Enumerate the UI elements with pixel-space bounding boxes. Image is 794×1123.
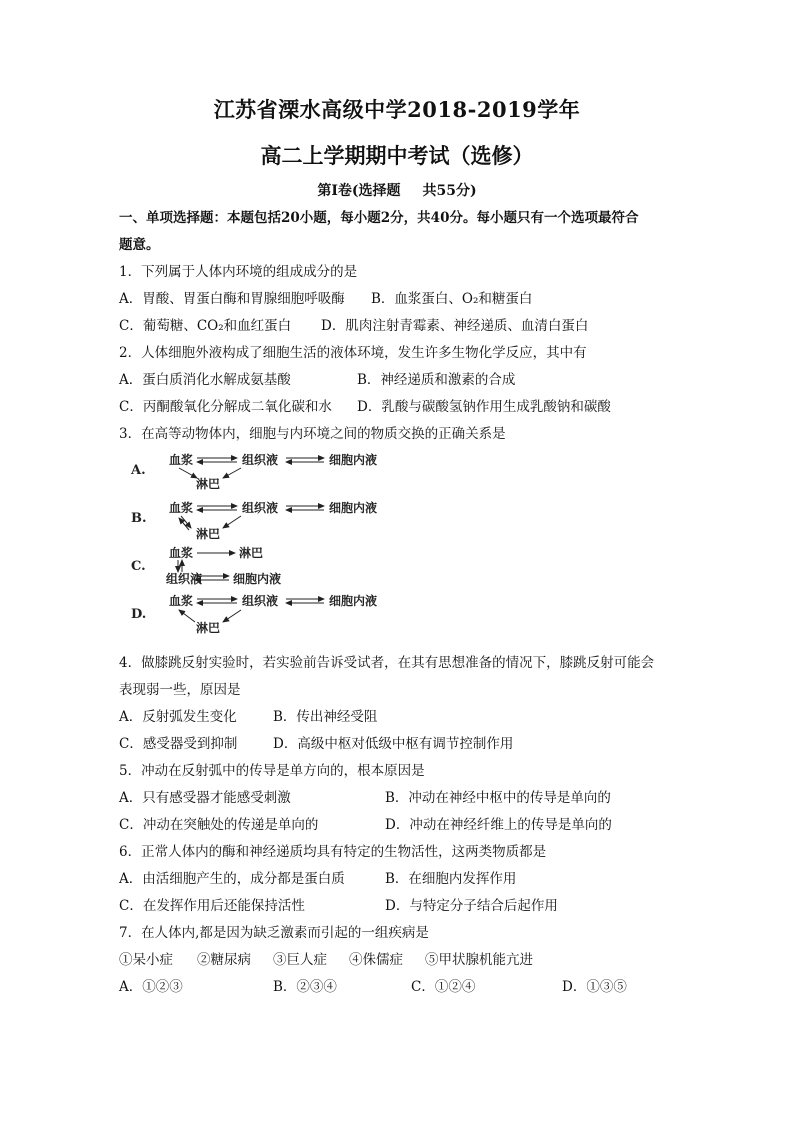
q7-options — [119, 974, 679, 1001]
q3a-intracellular: 细胞内液 — [329, 453, 378, 467]
q3-option-d-letter: D. — [131, 607, 147, 622]
q3c-plasma: 血浆 — [169, 546, 194, 560]
q3b-tissue-fluid: 组织液 — [242, 501, 279, 515]
q5-options-ab — [119, 785, 679, 812]
exam-title: 江苏省溧水高级中学2018-2019学年 — [213, 97, 581, 122]
q3b-intracellular: 细胞内液 — [329, 501, 378, 515]
q3c-tissue-fluid: 组织液 — [166, 572, 203, 586]
q3-option-b-letter: B. — [131, 511, 147, 526]
q4-options-ab — [119, 704, 679, 731]
q7-option-c: C．①②④ — [411, 979, 476, 995]
q4-option-c: C．感受器受到抑制 — [119, 736, 238, 752]
q1-options-ab — [119, 286, 679, 313]
q6-stem: 6．正常人体内的酶和神经递质均具有特定的生物活性，这两类物质都是 — [119, 844, 547, 860]
section-label: 第Ⅰ卷(选择题 — [317, 183, 401, 199]
q2-option-c: C．丙酮酸氧化分解成二氧化碳和水 — [119, 399, 332, 415]
q6-option-a: A．由活细胞产生的，成分都是蛋白质 — [119, 871, 345, 887]
q7-item-4: ④侏儒症 — [349, 952, 403, 968]
q7-item-5: ⑤甲状腺机能亢进 — [425, 952, 533, 968]
q3-option-a-letter: A. — [131, 463, 146, 478]
q7-item-2: ②糖尿病 — [197, 952, 251, 968]
q7-option-b: B．②③④ — [273, 979, 337, 995]
q2-option-a: A．蛋白质消化水解成氨基酸 — [119, 372, 291, 388]
q7-items — [119, 947, 679, 974]
instructions-line-2: 题意。 — [119, 237, 160, 253]
q4-options-cd — [119, 731, 679, 758]
q5-option-a: A．只有感受器才能感受刺激 — [119, 790, 291, 806]
q3-diagram-svg — [129, 452, 409, 642]
q4-option-d: D．高级中枢对低级中枢有调节控制作用 — [273, 736, 514, 752]
q3a-lymph: 淋巴 — [196, 477, 221, 491]
q3c-intracellular: 细胞内液 — [233, 572, 282, 586]
q2-option-b: B．神经递质和激素的合成 — [357, 372, 516, 388]
exam-subtitle: 高二上学期期中考试（选修） — [260, 143, 534, 168]
q3d-tissue-fluid: 组织液 — [242, 594, 279, 608]
section-heading — [0, 180, 794, 200]
q1-options-cd — [119, 313, 679, 340]
q6-option-d: D．与特定分子结合后起作用 — [385, 898, 558, 914]
q3-diagram — [129, 452, 679, 642]
q3-option-c-letter: C. — [131, 559, 146, 574]
q6-option-c: C．在发挥作用后还能保持活性 — [119, 898, 305, 914]
q3d-lymph: 淋巴 — [196, 621, 221, 635]
q1-option-d: D．肌肉注射青霉素、神经递质、血清白蛋白 — [321, 318, 589, 334]
q6-options-ab — [119, 866, 679, 893]
q2-options-ab — [119, 367, 679, 394]
q6-options-cd — [119, 893, 679, 920]
q2-option-d: D．乳酸与碳酸氢钠作用生成乳酸钠和碳酸 — [357, 399, 611, 415]
q3-stem: 3．在高等动物体内，细胞与内环境之间的物质交换的正确关系是 — [119, 426, 506, 442]
q6-option-b: B．在细胞内发挥作用 — [385, 871, 517, 887]
q2-options-cd — [119, 394, 679, 421]
q5-option-c: C．冲动在突触处的传递是单向的 — [119, 817, 319, 833]
question-body — [119, 205, 679, 1001]
q7-item-1: ①呆小症 — [119, 952, 173, 968]
q3b-lymph: 淋巴 — [196, 527, 221, 541]
q3d-plasma: 血浆 — [169, 594, 194, 608]
q4-stem-line-1: 4．做膝跳反射实验时，若实验前告诉受试者，在其有思想准备的情况下，膝跳反射可能会 — [119, 655, 655, 671]
q7-item-3: ③巨人症 — [273, 952, 327, 968]
q5-options-cd — [119, 812, 679, 839]
q3c-lymph: 淋巴 — [239, 546, 264, 560]
q3d-intracellular: 细胞内液 — [329, 594, 378, 608]
q7-stem: 7．在人体内,都是因为缺乏激素而引起的一组疾病是 — [119, 925, 429, 941]
q1-option-a: A．胃酸、胃蛋白酶和胃腺细胞呼吸酶 — [119, 291, 345, 307]
q5-option-b: B．冲动在神经中枢中的传导是单向的 — [385, 790, 611, 806]
section-score: 共55分) — [422, 183, 477, 199]
q2-stem: 2．人体细胞外液构成了细胞生活的液体环境，发生许多生物化学反应，其中有 — [119, 345, 587, 361]
q3b-plasma: 血浆 — [169, 501, 194, 515]
q3a-tissue-fluid: 组织液 — [242, 453, 279, 467]
q7-option-d: D．①③⑤ — [562, 979, 627, 995]
q1-option-b: B．血浆蛋白、O₂和糖蛋白 — [371, 291, 533, 307]
q7-option-a: A．①②③ — [119, 979, 183, 995]
q3a-plasma: 血浆 — [169, 453, 194, 467]
q4-option-a: A．反射弧发生变化 — [119, 709, 237, 725]
q4-option-b: B．传出神经受阻 — [273, 709, 378, 725]
instructions-line-1: 一、单项选择题：本题包括20小题，每小题2分，共40分。每小题只有一个选项最符合 — [119, 210, 639, 226]
q5-option-d: D．冲动在神经纤维上的传导是单向的 — [385, 817, 612, 833]
q1-option-c: C．葡萄糖、CO₂和血红蛋白 — [119, 318, 292, 334]
q5-stem: 5．冲动在反射弧中的传导是单方向的，根本原因是 — [119, 763, 425, 779]
q4-stem-line-2: 表现弱一些，原因是 — [119, 682, 241, 698]
q1-stem: 1．下列属于人体内环境的组成成分的是 — [119, 264, 358, 280]
